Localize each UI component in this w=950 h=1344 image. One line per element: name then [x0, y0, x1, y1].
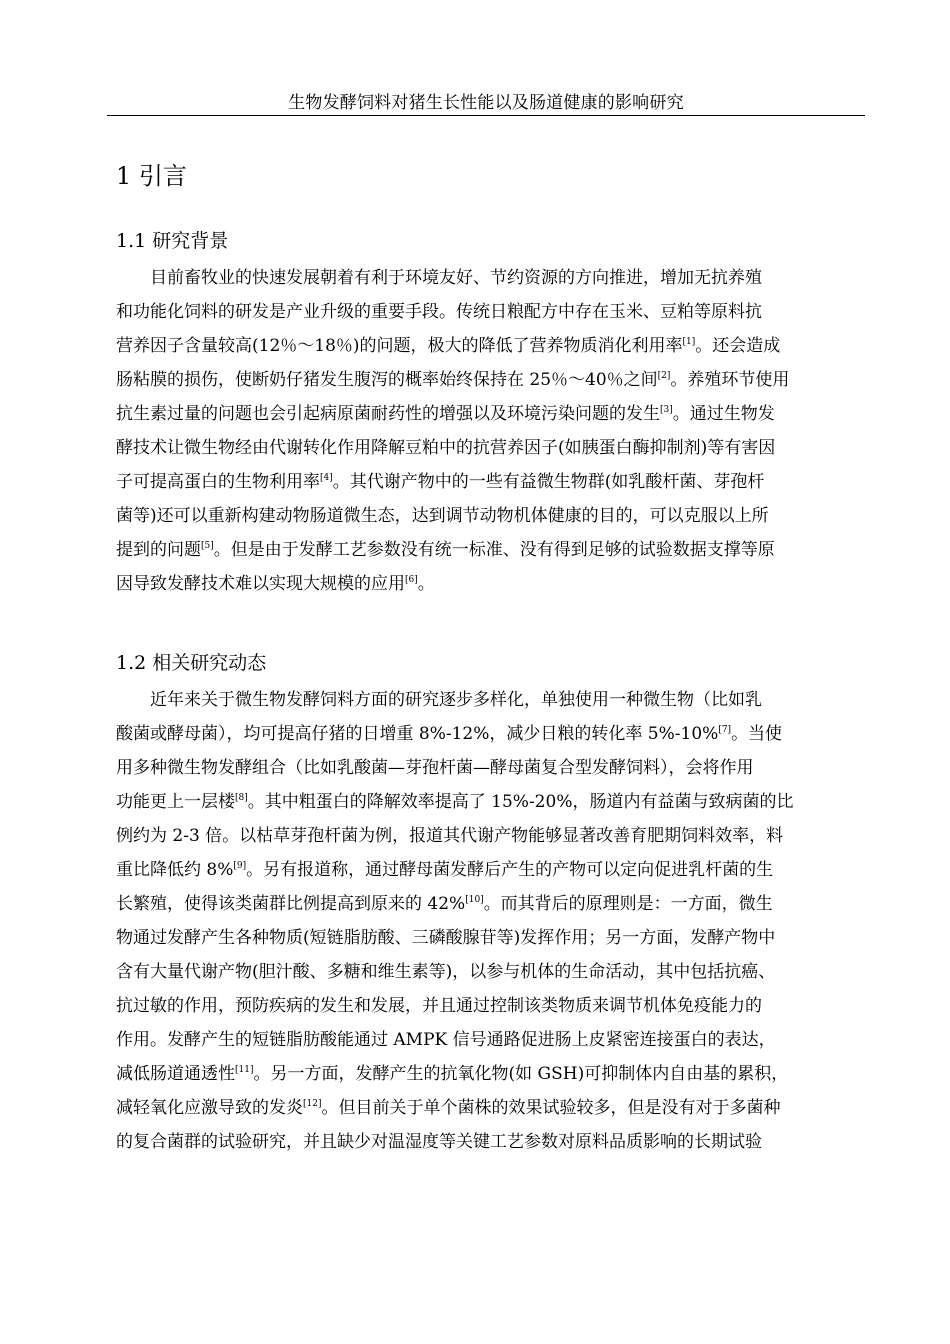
citation-ref: [1] [682, 337, 696, 347]
text-run: 酵技术让微生物经由代谢转化作用降解豆粕中的抗营养因子(如胰蛋白酶抑制剂)等有害因 [116, 438, 776, 458]
text-line [116, 1057, 864, 1091]
text-line [116, 533, 864, 567]
chapter-heading: 1 引言 [116, 162, 187, 190]
text-line [116, 431, 864, 465]
text-run: 物通过发酵产生各种物质(短链脂肪酸、三磷酸腺苷等)发挥作用；另一方面，发酵产物中 [116, 928, 776, 948]
text-line [116, 921, 864, 955]
text-line [116, 955, 864, 989]
text-run: 。养殖环节使用 [670, 370, 790, 390]
text-run: 减轻氧化应激导致的发炎 [116, 1098, 303, 1118]
text-run: 例约为 2-3 倍。以枯草芽孢杆菌为例，报道其代谢产物能够显著改善育肥期饲料效率，料 [116, 826, 784, 846]
text-line [116, 261, 864, 295]
text-run: 。其中粗蛋白的降解效率提高了 15%-20%，肠道内有益菌与致病菌的比 [247, 792, 794, 812]
text-run: 。 [417, 574, 435, 594]
paragraph-related-research [116, 683, 864, 1159]
text-run: 功能更上一层楼 [116, 792, 235, 812]
text-run: 用多种微生物发酵组合（比如乳酸菌—芽孢杆菌—酵母菌复合型发酵饲料），会将作用 [116, 758, 754, 778]
text-line [116, 819, 864, 853]
text-run: 抗过敏的作用，预防疾病的发生和发展，并且通过控制该类物质来调节机体免疫能力的 [116, 996, 762, 1016]
text-line [116, 465, 864, 499]
text-line [116, 567, 864, 601]
text-run: 重比降低约 8% [116, 860, 234, 880]
text-run: 抗生素过量的问题也会引起病原菌耐药性的增强以及环境污染问题的发生 [116, 404, 660, 424]
citation-ref: [10] [465, 895, 484, 905]
text-run: 。另有报道称，通过酵母菌发酵后产生的产物可以定向促进乳杆菌的生 [246, 860, 774, 880]
header-rule [107, 115, 865, 116]
text-run: 近年来关于微生物发酵饲料方面的研究逐步多样化，单独使用一种微生物（比如乳 [150, 690, 762, 710]
text-line [116, 397, 864, 431]
citation-ref: [11] [235, 1065, 254, 1075]
text-run: 的复合菌群的试验研究，并且缺少对温湿度等关键工艺参数对原料品质影响的长期试验 [116, 1132, 762, 1152]
text-run: 长繁殖，使得该类菌群比例提高到原来的 42% [116, 894, 466, 914]
text-line [116, 683, 864, 717]
text-run: 。但是由于发酵工艺参数没有统一标准、没有得到足够的试验数据支撑等原 [213, 540, 775, 560]
text-line [116, 717, 864, 751]
citation-ref: [7] [718, 725, 732, 735]
text-line [116, 499, 864, 533]
text-run: 含有大量代谢产物(胆汁酸、多糖和维生素等)，以参与机体的生命活动，其中包括抗癌、 [116, 962, 776, 982]
citation-ref: [8] [235, 793, 248, 803]
text-run: 减低肠道通透性 [116, 1064, 235, 1084]
paragraph-research-background [116, 261, 864, 601]
text-run: 因导致发酵技术难以实现大规模的应用 [116, 574, 405, 594]
section-heading-research-background: 1.1 研究背景 [116, 230, 229, 252]
citation-ref: [9] [233, 861, 247, 871]
running-header: 生物发酵饲料对猪生长性能以及肠道健康的影响研究 [288, 93, 684, 113]
citation-ref: [12] [303, 1099, 322, 1109]
citation-ref: [6] [405, 575, 418, 585]
text-run: 。其代谢产物中的一些有益微生物群(如乳酸杆菌、芽孢杆 [332, 472, 765, 492]
text-line [116, 295, 864, 329]
citation-ref: [4] [320, 473, 333, 483]
text-run: 。另一方面，发酵产生的抗氧化物(如 GSH)可抑制体内自由基的累积， [253, 1064, 789, 1084]
text-line [116, 329, 864, 363]
text-run: 肠粘膜的损伤，使断奶仔猪发生腹泻的概率始终保持在 25％～40％之间 [116, 370, 658, 390]
text-line [116, 363, 864, 397]
citation-ref: [3] [660, 405, 673, 415]
section-heading-related-research: 1.2 相关研究动态 [116, 652, 267, 674]
text-run: 。而其背后的原理则是：一方面，微生 [483, 894, 773, 914]
text-line [116, 853, 864, 887]
text-run: 子可提高蛋白的生物利用率 [116, 472, 320, 492]
text-run: 目前畜牧业的快速发展朝着有利于环境友好、节约资源的方向推进，增加无抗养殖 [150, 268, 762, 288]
text-line [116, 1125, 864, 1159]
text-run: 提到的问题 [116, 540, 201, 560]
text-line [116, 785, 864, 819]
text-line [116, 1091, 864, 1125]
text-run: 营养因子含量较高(12％～18％)的问题，极大的降低了营养物质消化利用率 [116, 336, 683, 356]
text-run: 。但目前关于单个菌株的效果试验较多，但是没有对于多菌种 [321, 1098, 781, 1118]
text-run: 菌等)还可以重新构建动物肠道微生态，达到调节动物机体健康的目的，可以克服以上所 [116, 506, 769, 526]
text-run: 。当使 [731, 724, 783, 744]
text-run: 和功能化饲料的研发是产业升级的重要手段。传统日粮配方中存在玉米、豆粕等原料抗 [116, 302, 762, 322]
text-line [116, 751, 864, 785]
citation-ref: [5] [201, 541, 214, 551]
text-run: 酸菌或酵母菌），均可提高仔猪的日增重 8%-12%，减少日粮的转化率 5%-10% [116, 724, 719, 744]
text-line [116, 887, 864, 921]
text-run: 作用。发酵产生的短链脂肪酸能通过 AMPK 信号通路促进肠上皮紧密连接蛋白的表达， [116, 1030, 776, 1050]
text-line [116, 1023, 864, 1057]
text-line [116, 989, 864, 1023]
citation-ref: [2] [657, 371, 671, 381]
text-run: 。通过生物发 [672, 404, 775, 424]
text-run: 。还会造成 [695, 336, 781, 356]
